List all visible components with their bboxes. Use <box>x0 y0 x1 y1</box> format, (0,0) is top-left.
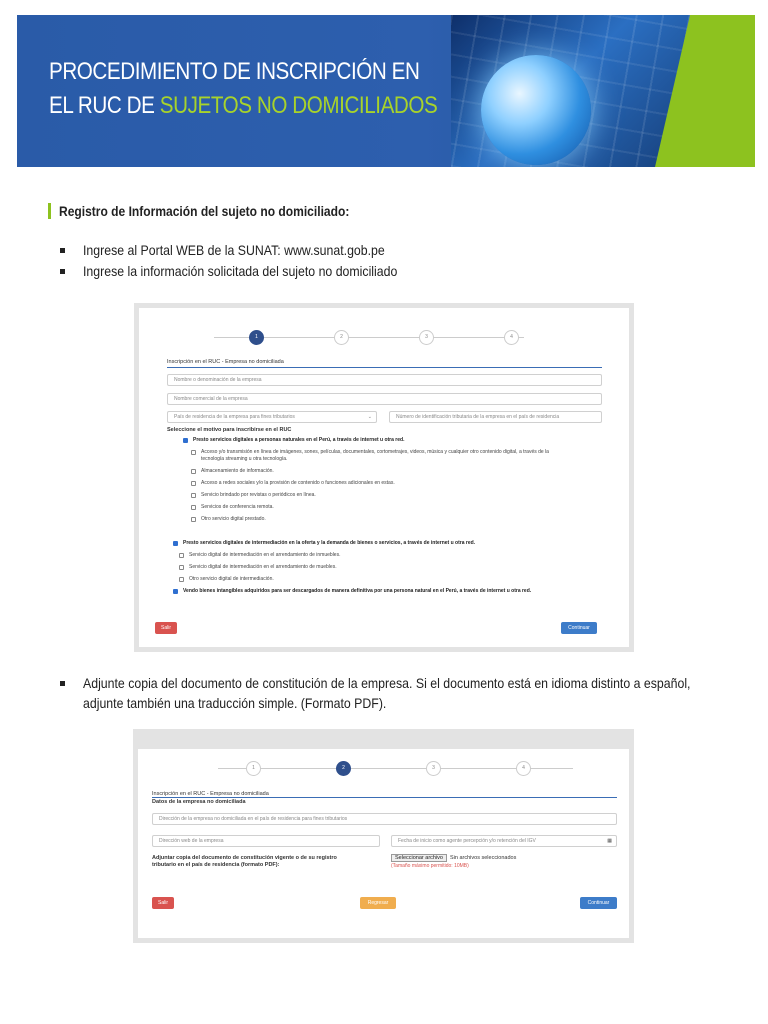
option-a-sub-4-label: Servicio brindado por revistas o periódicos en línea. <box>201 492 316 498</box>
option-a-sub-5[interactable] <box>191 504 274 510</box>
list-item <box>60 261 440 281</box>
bullet-square-icon <box>60 269 65 274</box>
banner-title-prefix: EL RUC DE <box>49 92 160 119</box>
form-title: Inscripción en el RUC - Empresa no domiciliada <box>152 791 269 797</box>
list-item-text: Ingrese la información solicitada del sujeto no domiciliado <box>83 263 398 279</box>
option-b-label: Presto servicios digitales de intermediación en la oferta y la demanda de bienes o servicios, a través de internet u otra red. <box>183 540 476 546</box>
banner-title-line1: PROCEDIMIENTO DE INSCRIPCIÓN EN <box>49 58 420 85</box>
stepper <box>218 759 573 779</box>
step-4[interactable]: 4 <box>504 330 519 345</box>
option-b-sub-2-label: Servicio digital de intermediación en el arrendamiento de muebles. <box>189 564 337 570</box>
banner-title-highlight: SUJETOS NO DOMICILIADOS <box>159 92 438 119</box>
option-a-label: Presto servicios digitales a personas naturales en el Perú, a través de internet u otra red. <box>193 437 405 443</box>
chevron-down-icon: ⌄ <box>367 414 372 420</box>
tax-id-input[interactable]: Número de identificación tributaria de la empresa en el país de residencia <box>389 411 602 423</box>
calendar-icon[interactable]: ▦ <box>607 838 612 844</box>
website-input[interactable]: Dirección web de la empresa <box>152 835 380 847</box>
step-1[interactable]: 1 <box>246 761 261 776</box>
list-item-text-line1: Adjunte copia del documento de constitución de la empresa. Si el documento está en idioma distinto a español, <box>83 675 691 691</box>
checkbox-icon <box>191 493 196 498</box>
checkbox-checked-icon <box>173 541 178 546</box>
checkbox-icon <box>179 565 184 570</box>
section-heading <box>48 203 397 219</box>
step-2[interactable]: 2 <box>334 330 349 345</box>
option-a-sub-2[interactable] <box>191 468 274 474</box>
checkbox-icon <box>179 577 184 582</box>
bullet-square-icon <box>60 248 65 253</box>
step-2[interactable]: 2 <box>336 761 351 776</box>
step-1[interactable]: 1 <box>249 330 264 345</box>
option-a-sub-1-label-continued: tecnología streaming u otra tecnología. <box>201 456 288 462</box>
file-size-note: (Tamaño máximo permitido: 10MB) <box>391 863 469 869</box>
checkbox-icon <box>191 481 196 486</box>
option-a-sub-6[interactable] <box>191 516 266 522</box>
section-heading-text: Registro de Información del sujeto no domiciliado: <box>59 203 350 219</box>
address-input[interactable]: Dirección de la empresa no domiciliada en el país de residencia para fines tributarios <box>152 813 617 825</box>
checkbox-icon <box>191 505 196 510</box>
checkbox-checked-icon <box>173 589 178 594</box>
option-a-sub-1-continued <box>201 456 287 462</box>
option-a-checkbox[interactable] <box>183 437 404 443</box>
exit-button[interactable]: Salir <box>155 622 177 634</box>
country-select-placeholder: País de residencia de la empresa para fines tributarios <box>174 414 295 420</box>
stepper <box>209 328 529 348</box>
list-item-text <box>83 673 690 713</box>
option-c-label: Vendo bienes intangibles adquiridos para ser descargados de manera definitiva por una persona natural en el Perú, a través de internet u otra red. <box>183 588 532 594</box>
list-item <box>60 240 426 260</box>
option-a-sub-3-label: Acceso a redes sociales y/o la provisión de contenido o funciones adicionales en estas. <box>201 480 395 486</box>
option-b-sub-3-label: Otro servicio digital de intermediación. <box>189 576 274 582</box>
file-picker[interactable] <box>391 854 516 862</box>
option-a-sub-4[interactable] <box>191 492 316 498</box>
reason-label: Seleccione el motivo para inscribirse en el RUC <box>167 427 292 433</box>
option-a-sub-6-label: Otro servicio digital prestado. <box>201 516 266 522</box>
list-item <box>60 673 768 713</box>
option-c-checkbox[interactable] <box>173 588 531 594</box>
select-file-button[interactable]: Seleccionar archivo <box>391 854 447 862</box>
checkbox-checked-icon <box>183 438 188 443</box>
option-b-sub-3[interactable] <box>179 576 274 582</box>
step-4[interactable]: 4 <box>516 761 531 776</box>
checkbox-icon <box>191 517 196 522</box>
banner-title-line2 <box>49 89 437 123</box>
option-a-sub-5-label: Servicios de conferencia remota. <box>201 504 274 510</box>
bullet-square-icon <box>60 681 65 686</box>
checkbox-icon <box>179 553 184 558</box>
exit-button[interactable]: Salir <box>152 897 174 909</box>
banner-title <box>49 55 437 123</box>
country-select[interactable] <box>167 411 377 423</box>
back-button[interactable]: Regresar <box>360 897 396 909</box>
list-item-text: Ingrese al Portal WEB de la SUNAT: www.sunat.gob.pe <box>83 242 385 258</box>
header-banner <box>17 15 755 167</box>
start-date-input[interactable] <box>391 835 617 847</box>
globe-icon <box>481 55 591 165</box>
option-a-sub-1[interactable] <box>191 449 549 455</box>
option-a-sub-1-label: Acceso y/o transmisión en línea de imágenes, sones, películas, documentales, cortometrajes, videos, música y cualquier otro contenido digital, a través de la <box>201 449 549 455</box>
attach-label-line1: Adjuntar copia del documento de constitución vigente o de su registro <box>152 855 337 861</box>
option-b-sub-1-label: Servicio digital de intermediación en el arrendamiento de inmuebles. <box>189 552 341 558</box>
option-b-sub-1[interactable] <box>179 552 340 558</box>
form-screenshot-step-2 <box>133 729 634 943</box>
form-title: Inscripción en el RUC - Empresa no domiciliada <box>167 359 284 365</box>
form-title-divider <box>152 797 617 798</box>
company-name-input[interactable]: Nombre o denominación de la empresa <box>167 374 602 386</box>
option-a-sub-3[interactable] <box>191 480 395 486</box>
list-item-text-line2: adjunte también una traducción simple. (Formato PDF). <box>83 695 387 711</box>
checkbox-icon <box>191 469 196 474</box>
option-b-checkbox[interactable] <box>173 540 475 546</box>
form-subtitle: Datos de la empresa no domiciliada <box>152 799 246 805</box>
continue-button[interactable]: Continuar <box>580 897 617 909</box>
step-3[interactable]: 3 <box>426 761 441 776</box>
section-marker <box>48 203 51 219</box>
option-b-sub-2[interactable] <box>179 564 337 570</box>
checkbox-icon <box>191 450 196 455</box>
form-screenshot-step-1 <box>134 303 634 652</box>
attach-label-line2: tributario en el país de residencia (formato PDF): <box>152 862 280 868</box>
form-title-divider <box>167 367 602 368</box>
start-date-placeholder: Fecha de inicio como agente percepción y/o retención del IGV <box>398 838 536 844</box>
continue-button[interactable]: Continuar <box>561 622 597 634</box>
trade-name-input[interactable]: Nombre comercial de la empresa <box>167 393 602 405</box>
step-3[interactable]: 3 <box>419 330 434 345</box>
file-status: Sin archivos seleccionados <box>450 855 517 861</box>
option-a-sub-2-label: Almacenamiento de información. <box>201 468 274 474</box>
